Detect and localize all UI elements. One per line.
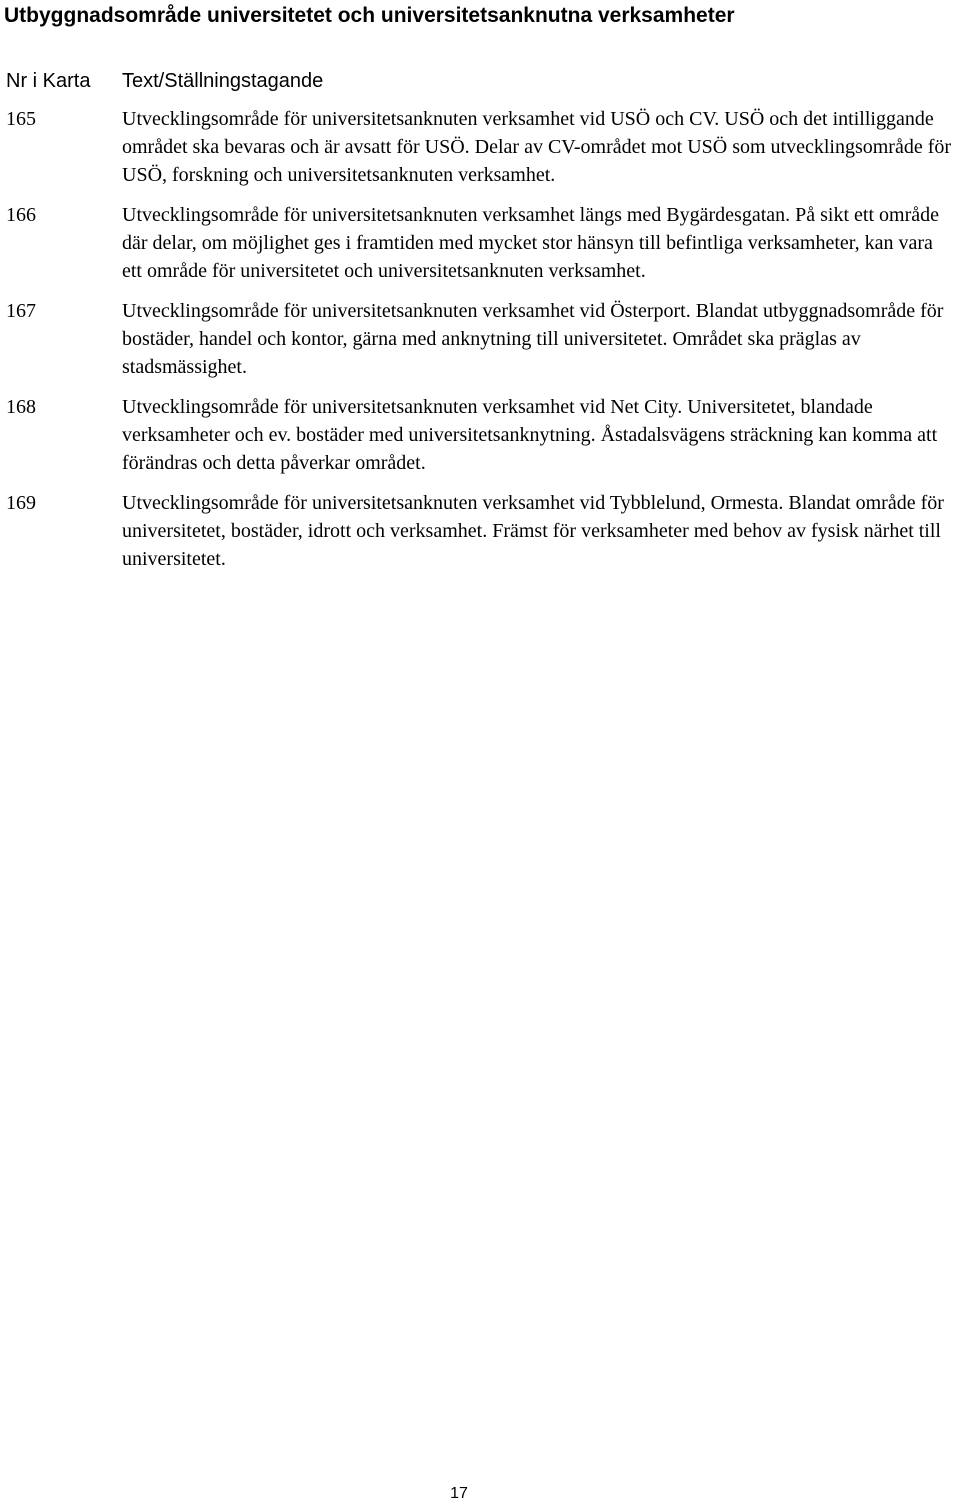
entry-text: Utvecklingsområde för universitetsanknuten verksamhet vid Österport. Blandat utbyggnadsområde för bostäder, handel och kontor, gärna med anknytning till universitetet. Området ska präglas av stadsmässighet.	[122, 300, 944, 378]
entry-number: 166	[6, 204, 36, 226]
page-title: Utbyggnadsområde universitetet och universitetsanknutna verksamheter	[4, 4, 735, 27]
page-number: 17	[450, 1485, 468, 1502]
entry-number: 168	[6, 396, 36, 418]
entry-list	[6, 105, 960, 585]
entry-text: Utvecklingsområde för universitetsanknuten verksamhet vid Net City. Universitetet, blandade verksamheter och ev. bostäder med universitetsanknytning. Åstadalsvägens sträckning kan komma att förändras och detta påverkar området.	[122, 396, 938, 474]
entry-167	[6, 297, 960, 381]
column-header-text: Text/Ställningstagande	[122, 70, 324, 92]
column-headers	[6, 67, 323, 95]
entry-166	[6, 201, 960, 285]
entry-165	[6, 105, 960, 189]
column-header-nr: Nr i Karta	[6, 70, 91, 92]
entry-number: 169	[6, 492, 36, 514]
entry-number: 167	[6, 300, 36, 322]
entry-text: Utvecklingsområde för universitetsanknuten verksamhet vid Tybblelund, Ormesta. Blandat område för universitetet, bostäder, idrott och verksamhet. Främst för verksamheter med behov av fysisk närhet till universitetet.	[122, 492, 944, 570]
entry-number: 165	[6, 108, 36, 130]
entry-text: Utvecklingsområde för universitetsanknuten verksamhet längs med Bygärdesgatan. På sikt ett område där delar, om möjlighet ges i framtiden med mycket stor hänsyn till befintliga verksamheter, kan vara ett område för universitetet och universitetsanknuten verksamhet.	[122, 204, 940, 282]
entry-169	[6, 489, 960, 573]
entry-168	[6, 393, 960, 477]
entry-text: Utvecklingsområde för universitetsanknuten verksamhet vid USÖ och CV. USÖ och det intilliggande området ska bevaras och är avsatt för USÖ. Delar av CV-området mot USÖ som utvecklingsområde för USÖ, forskning och universitetsanknuten verksamhet.	[122, 108, 952, 186]
